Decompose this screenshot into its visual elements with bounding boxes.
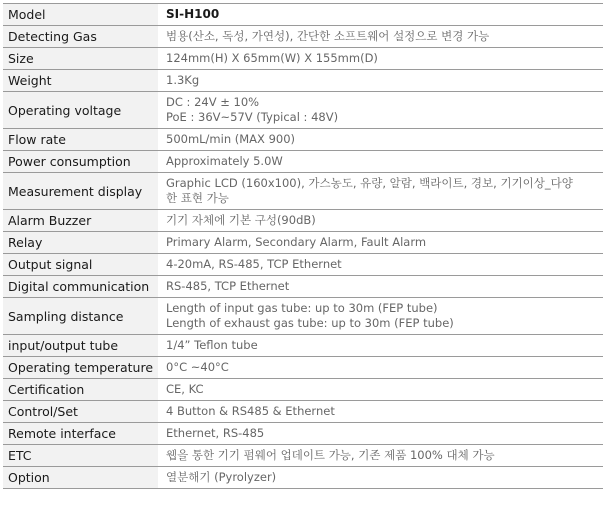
spec-label: Certification [3,379,158,401]
spec-label: Flow rate [3,129,158,151]
spec-row [3,467,603,489]
spec-value-line: 4-20mA, RS-485, TCP Ethernet [166,257,342,271]
spec-value [158,379,603,401]
spec-label: Control/Set [3,401,158,423]
spec-value-line: 기기 자체에 기본 구성(90dB) [166,213,316,227]
spec-row [3,401,603,423]
spec-value-line: CE, KC [166,382,204,396]
spec-label: Digital communication [3,276,158,298]
spec-value-line: 0°C ~40°C [166,360,229,374]
spec-row [3,48,603,70]
spec-value [158,92,603,129]
spec-value-line: 1/4” Teflon tube [166,338,258,352]
spec-label: Sampling distance [3,298,158,335]
spec-row [3,26,603,48]
spec-table [3,3,603,489]
spec-label: Relay [3,232,158,254]
spec-value-line: 한 표현 가능 [166,191,229,205]
spec-row [3,70,603,92]
spec-row [3,335,603,357]
spec-row [3,276,603,298]
spec-value-line: DC : 24V ± 10% [166,95,260,109]
spec-value [158,254,603,276]
spec-value [158,129,603,151]
spec-label: Operating temperature [3,357,158,379]
spec-value-line: Approximately 5.0W [166,154,283,168]
spec-label: Remote interface [3,423,158,445]
spec-value-line: PoE : 36V~57V (Typical : 48V) [166,110,339,124]
spec-value [158,276,603,298]
spec-value [158,4,603,26]
spec-value-line: Graphic LCD (160x100), 가스농도, 유량, 알람, 백라이트, 경보, 기기이상_다양 [166,176,573,190]
spec-value [158,173,603,210]
spec-label: Option [3,467,158,489]
spec-value [158,445,603,467]
spec-value-line: Length of exhaust gas tube: up to 30m (FEP tube) [166,316,454,330]
spec-value [158,401,603,423]
spec-row [3,379,603,401]
spec-label: Operating voltage [3,92,158,129]
spec-value [158,335,603,357]
spec-label: Size [3,48,158,70]
spec-value [158,232,603,254]
spec-label: ETC [3,445,158,467]
spec-row [3,357,603,379]
spec-row [3,232,603,254]
spec-row [3,210,603,232]
spec-label: Weight [3,70,158,92]
spec-value-line: 1.3Kg [166,73,200,87]
spec-value-line: 열분해기 (Pyrolyzer) [166,470,277,484]
spec-value [158,210,603,232]
spec-row [3,445,603,467]
spec-value-line: 4 Button & RS485 & Ethernet [166,404,335,418]
spec-label: Model [3,4,158,26]
spec-row [3,173,603,210]
spec-value-line: Length of input gas tube: up to 30m (FEP tube) [166,301,438,315]
spec-value-line: Primary Alarm, Secondary Alarm, Fault Alarm [166,235,427,249]
spec-row [3,151,603,173]
spec-row [3,298,603,335]
spec-value [158,357,603,379]
spec-value [158,48,603,70]
spec-label: Output signal [3,254,158,276]
spec-label: Alarm Buzzer [3,210,158,232]
spec-value-line: 124mm(H) X 65mm(W) X 155mm(D) [166,51,378,65]
spec-row [3,129,603,151]
spec-value [158,423,603,445]
spec-value-line: 범용(산소, 독성, 가연성), 간단한 소프트웨어 설정으로 변경 가능 [166,29,490,43]
spec-label: Power consumption [3,151,158,173]
spec-value [158,467,603,489]
spec-value-line: Ethernet, RS-485 [166,426,265,440]
spec-row [3,423,603,445]
spec-label: Measurement display [3,173,158,210]
spec-value [158,151,603,173]
spec-value [158,70,603,92]
spec-value [158,26,603,48]
spec-value-line: 500mL/min (MAX 900) [166,132,296,146]
spec-row [3,254,603,276]
spec-row [3,4,603,26]
spec-table-body [3,4,603,489]
spec-value-line: SI-H100 [166,7,220,21]
spec-value-line: 웹을 통한 기기 펌웨어 업데이트 가능, 기존 제품 100% 대체 가능 [166,448,495,462]
spec-label: Detecting Gas [3,26,158,48]
spec-value-line: RS-485, TCP Ethernet [166,279,290,293]
spec-value [158,298,603,335]
spec-label: input/output tube [3,335,158,357]
spec-row [3,92,603,129]
